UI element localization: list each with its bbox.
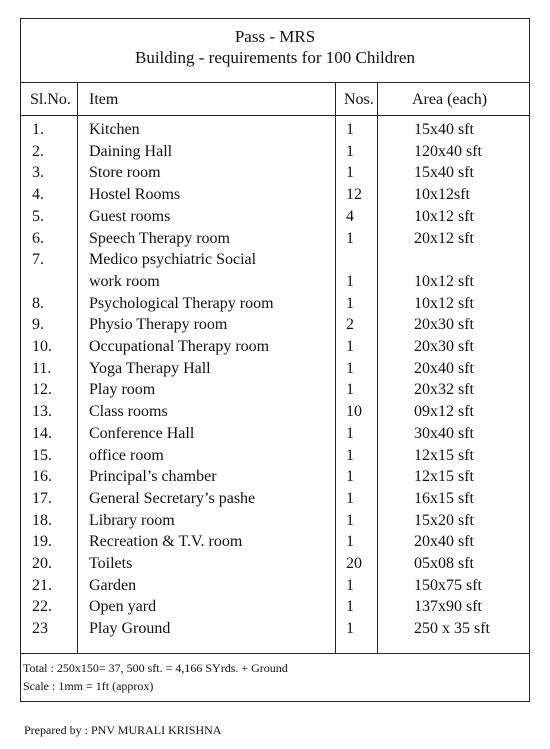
table-row bbox=[21, 403, 529, 424]
column-header-item: Item bbox=[89, 91, 119, 108]
row-area: 12x15 sft bbox=[414, 446, 474, 464]
row-area: 20x32 sft bbox=[414, 381, 474, 399]
row-item-name: Principal’s chamber bbox=[89, 468, 217, 486]
table-row bbox=[21, 186, 529, 207]
row-sl-number: 4. bbox=[32, 186, 44, 204]
table-row bbox=[21, 164, 529, 185]
row-item-name: Yoga Therapy Hall bbox=[89, 359, 211, 377]
footer-divider bbox=[21, 653, 529, 654]
table-row bbox=[21, 555, 529, 576]
row-quantity: 1 bbox=[346, 229, 354, 247]
row-item-name: Toilets bbox=[89, 555, 133, 572]
table-row bbox=[21, 143, 529, 164]
row-quantity: 1 bbox=[346, 489, 354, 507]
row-sl-number: 17. bbox=[32, 489, 52, 507]
row-item-name: Conference Hall bbox=[89, 424, 195, 442]
row-sl-number: 18. bbox=[32, 511, 52, 529]
row-quantity: 1 bbox=[346, 576, 354, 594]
row-quantity: 1 bbox=[346, 533, 354, 551]
table-row bbox=[21, 316, 529, 337]
row-item-name: Guest rooms bbox=[89, 207, 171, 225]
row-item-name: Daining Hall bbox=[89, 142, 173, 160]
table-row bbox=[21, 512, 529, 533]
table-row bbox=[21, 533, 529, 554]
row-area: 137x90 sft bbox=[414, 598, 482, 616]
row-quantity: 1 bbox=[346, 381, 354, 399]
row-quantity: 10 bbox=[346, 403, 362, 421]
row-quantity: 20 bbox=[346, 555, 362, 572]
table-row bbox=[21, 447, 529, 468]
row-item-name: Library room bbox=[89, 511, 175, 529]
row-quantity: 1 bbox=[346, 294, 354, 312]
row-quantity: 1 bbox=[346, 272, 354, 290]
row-item-name: Store room bbox=[89, 164, 161, 182]
row-sl-number: 7. bbox=[32, 251, 44, 269]
table-row bbox=[21, 425, 529, 446]
table-row bbox=[21, 251, 529, 272]
row-area: 10x12 sft bbox=[414, 207, 474, 225]
row-area: 20x30 sft bbox=[414, 316, 474, 334]
row-item-name: Recreation & T.V. room bbox=[89, 533, 243, 551]
row-sl-number: 11. bbox=[32, 359, 52, 377]
row-sl-number: 8. bbox=[32, 294, 44, 312]
column-header-nos: Nos. bbox=[344, 91, 374, 108]
row-area: 20x12 sft bbox=[414, 229, 474, 247]
prepared-by: Prepared by : PNV MURALI KRISHNA bbox=[24, 723, 222, 737]
header-divider bbox=[21, 115, 529, 116]
row-sl-number: 5. bbox=[32, 207, 44, 225]
document-title: Pass - MRS bbox=[234, 27, 316, 46]
row-sl-number: 15. bbox=[32, 446, 52, 464]
row-sl-number: 22. bbox=[32, 598, 52, 616]
table-row bbox=[21, 468, 529, 489]
row-sl-number: 6. bbox=[32, 229, 44, 247]
row-area: 150x75 sft bbox=[414, 576, 482, 594]
table-row bbox=[21, 295, 529, 316]
row-item-name: Kitchen bbox=[89, 121, 140, 138]
row-area: 250 x 35 sft bbox=[414, 620, 490, 638]
table-row bbox=[21, 360, 529, 381]
row-sl-number: 13. bbox=[32, 403, 52, 421]
document-subtitle: Building - requirements for 100 Children bbox=[135, 48, 415, 67]
row-area: 15x40 sft bbox=[414, 121, 474, 138]
row-area: 15x40 sft bbox=[414, 164, 474, 182]
row-item-name: Medico psychiatric Social bbox=[89, 251, 257, 269]
row-quantity: 1 bbox=[346, 142, 354, 160]
row-quantity: 4 bbox=[346, 207, 354, 225]
row-item-name: Physio Therapy room bbox=[89, 316, 228, 334]
row-item-name: Speech Therapy room bbox=[89, 229, 230, 247]
row-area: 120x40 sft bbox=[414, 142, 482, 160]
row-quantity: 1 bbox=[346, 468, 354, 486]
row-quantity: 1 bbox=[346, 424, 354, 442]
row-area: 30x40 sft bbox=[414, 424, 474, 442]
table-row bbox=[21, 208, 529, 229]
row-quantity: 1 bbox=[346, 598, 354, 616]
row-sl-number: 9. bbox=[32, 316, 44, 334]
row-area: 10x12 sft bbox=[414, 294, 474, 312]
total-area-note: Total : 250x150= 37, 500 sft. = 4,166 SYrds. + Ground bbox=[23, 661, 288, 675]
row-item-name: Play Ground bbox=[89, 620, 171, 638]
row-area: 20x40 sft bbox=[414, 359, 474, 377]
row-quantity: 1 bbox=[346, 446, 354, 464]
row-item-name: Psychological Therapy room bbox=[89, 294, 274, 312]
row-area: 05x08 sft bbox=[414, 555, 474, 572]
column-header-slno: Sl.No. bbox=[30, 91, 71, 108]
row-area: 09x12 sft bbox=[414, 403, 474, 421]
table-row bbox=[21, 121, 529, 142]
row-sl-number: 20. bbox=[32, 555, 52, 572]
row-area: 10x12sft bbox=[414, 186, 470, 204]
row-item-name: Garden bbox=[89, 576, 137, 594]
table-row bbox=[21, 230, 529, 251]
row-quantity: 2 bbox=[346, 316, 354, 334]
row-area: 16x15 sft bbox=[414, 489, 474, 507]
row-item-name: Hostel Rooms bbox=[89, 186, 181, 204]
row-sl-number: 3. bbox=[32, 164, 44, 182]
row-area: 20x30 sft bbox=[414, 338, 474, 355]
row-area: 20x40 sft bbox=[414, 533, 474, 551]
row-quantity: 1 bbox=[346, 338, 354, 355]
row-quantity: 1 bbox=[346, 511, 354, 529]
row-sl-number: 12. bbox=[32, 381, 52, 399]
row-sl-number: 21. bbox=[32, 576, 52, 594]
table-row bbox=[21, 273, 529, 294]
table-row bbox=[21, 338, 529, 359]
row-quantity: 1 bbox=[346, 164, 354, 182]
row-sl-number: 10. bbox=[32, 338, 52, 355]
scale-note: Scale : 1mm = 1ft (approx) bbox=[23, 679, 154, 693]
table-row bbox=[21, 490, 529, 511]
row-sl-number: 14. bbox=[32, 424, 52, 442]
footer-notes bbox=[23, 659, 288, 695]
table-row bbox=[21, 381, 529, 402]
row-sl-number: 16. bbox=[32, 468, 52, 486]
row-item-name: Class rooms bbox=[89, 403, 168, 421]
row-sl-number: 23 bbox=[32, 620, 48, 638]
row-item-name: Play room bbox=[89, 381, 156, 399]
row-area: 15x20 sft bbox=[414, 511, 474, 529]
row-quantity: 12 bbox=[346, 186, 362, 204]
requirements-table-frame bbox=[20, 18, 530, 702]
row-item-name: Occupational Therapy room bbox=[89, 338, 270, 355]
title-box bbox=[21, 19, 529, 83]
row-quantity: 1 bbox=[346, 121, 354, 138]
row-quantity: 1 bbox=[346, 359, 354, 377]
row-area: 12x15 sft bbox=[414, 468, 474, 486]
row-sl-number: 2. bbox=[32, 142, 44, 160]
row-item-name: work room bbox=[89, 272, 160, 290]
table-row bbox=[21, 620, 529, 641]
row-item-name: Open yard bbox=[89, 598, 157, 616]
column-header-area: Area (each) bbox=[412, 91, 488, 108]
row-sl-number: 19. bbox=[32, 533, 52, 551]
row-item-name: office room bbox=[89, 446, 164, 464]
row-item-name: General Secretary’s pashe bbox=[89, 489, 256, 507]
row-sl-number: 1. bbox=[32, 121, 44, 138]
row-quantity: 1 bbox=[346, 620, 354, 638]
row-area: 10x12 sft bbox=[414, 272, 474, 290]
table-row bbox=[21, 577, 529, 598]
table-row bbox=[21, 598, 529, 619]
